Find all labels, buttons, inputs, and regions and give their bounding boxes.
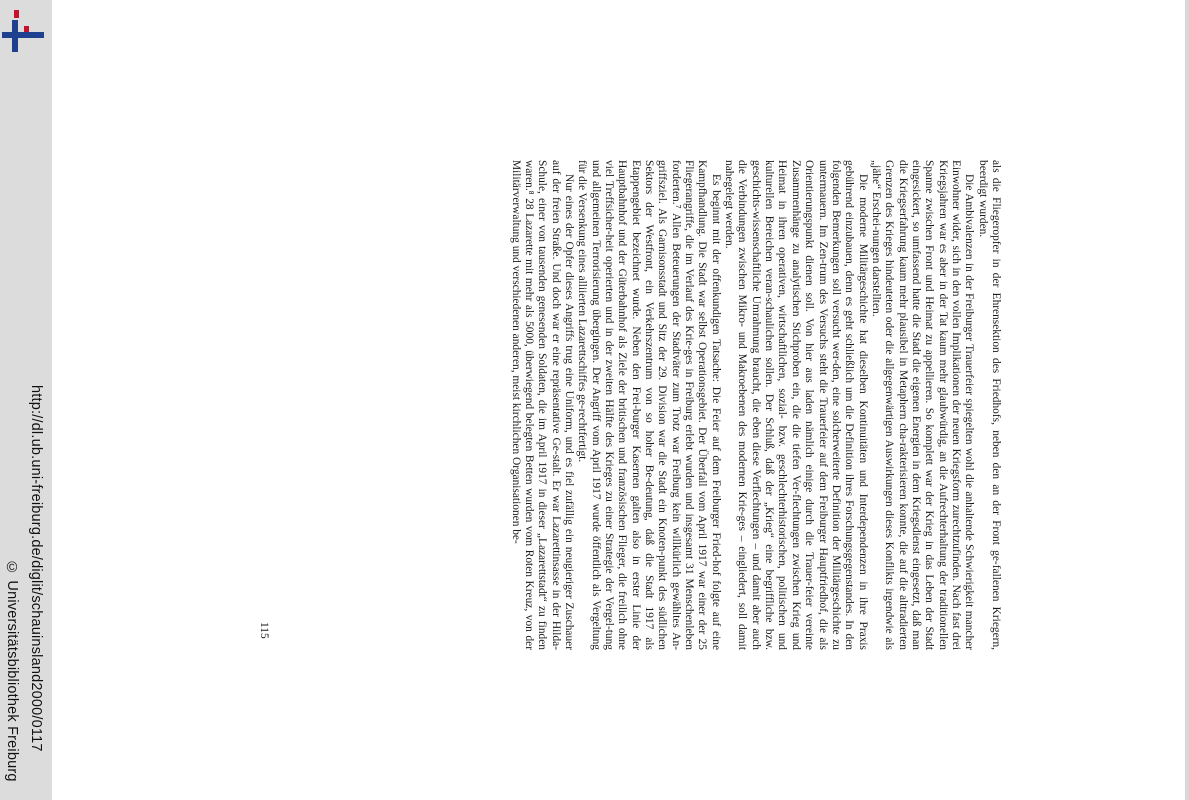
source-url[interactable]: http://dl.ub.uni-freiburg.de/diglit/schauinsland2000/0117: [28, 385, 44, 752]
paragraph: Die moderne Militärgeschichte hat dieselben Kontinuitäten und Interdependenzen in ihre Praxis gebührend einzubauen, denn es geht schließlich um die Definition ihres Forschungsgegenstandes. In den folgenden Bemerkungen soll versucht wer-den, eine solcherweiterte Definition der Militärgeschichte zu untermauern. Im Zen-trum des Versuchs steht die Trauerfeier auf dem Freiburger Hauptfriedhof, die als Orientierungspunkt dienen soll. Von hier aus laden nämlich einige durch die Trauer-feier vereinte Zusammenhänge zu analytischen Stichproben ein, die die tiefen Ver-flechtungen zwischen Krieg und Heimat in ihren operativen, wirtschaftlichen, sozial- bzw. geschlechterhistorischen, politischen und kulturellen Bereichen veran-schaulichen sollen. Der Schluß, daß der „Krieg“ eine begriffliche bzw. geschichts-wissenschaftliche Umrahmung braucht, die eben diese Verflechtungen – und damit aber auch die Verbindungen zwischen Mikro- und Makroebenen des modernen Krie-ges – eingliedert, soll damit nahegelegt werden.: [723, 160, 869, 650]
copyright-notice: © Universitätsbibliothek Freiburg: [4, 560, 20, 782]
paragraph: als die Fliegeropfer in der Ehrensektion des Friedhofs, neben den an der Front ge-fallenen Kriegern, beerdigt wurden.: [976, 160, 1002, 650]
paragraph: Nur eines der Opfer dieses Angriffs trug eine Uniform, und es fiel zufällig ein neugieriger Zuschauer auf der freien Straße. Und doch war er eine repräsentative Ge-stalt. Er war Lazarettinsasse in der Hilda-Schule, einer von tausenden genesenden Soldaten, die im April 1917 in dieser „Lazarettstadt“ zu finden waren.⁸ 28 Lazarette mit mehr als 5000, überwiegend belegten Betten wurden vom Roten Kreuz, von der Militärverwaltung und verschiedenen anderen, meist kirchlichen Organisationen be-: [509, 160, 575, 650]
university-logo-icon: [2, 10, 44, 52]
sidebar: [0, 0, 52, 800]
rotated-page: [252, 160, 1002, 650]
page-number: 115: [258, 622, 270, 639]
scroll-edge: [1185, 0, 1189, 800]
page-text: [508, 160, 1002, 650]
paragraph: Es beginnt mit der offenkundigen Tatsache: Die Feier auf dem Freiburger Fried-hof folgte auf eine Kampfhandlung. Die Stadt war selbst Operationsgebiet. Der Überfall vom April 1917 war einer der 25 Fliegerangriffe, die im Verlauf des Krie-ges in Freiburg erlebt wurden und insgesamt 31 Menschenleben forderten.⁷ Allen Beteuerungen der Stadtväter zum Trotz war Freiburg kein willkürlich gewähltes An-griffsziel. Als Garnisonsstadt und Sitz der 29. Division war die Stadt ein Knoten-punkt des südlichen Sektors der Westfront, ein Verkehrszentrum von so hoher Be-deutung, daß die Stadt 1917 als Etappengebiet bezeichnet wurde. Neben den Frei-burger Kasernen galten also in erster Linie der Hauptbahnhof und der Güterbahnhof als Ziele der britischen und französischen Flieger, die freilich ohne viel Treffsicher-heit operierten und in der zweiten Hälfte des Krieges zu einer Strategie der Vergel-tung und allgemeinen Terrorisierung übergingen. Der Angriff vom April 1917 wurde öffentlich als Vergeltung für die Versenkung eines alliierten Lazarettschiffes ge-rechtfertigt.: [576, 160, 722, 650]
paragraph: Die Ambivalenzen in der Freiburger Trauerfeier spiegelten wohl die anhaltende Schwierigkeit mancher Einwohner wider, sich in den vollen Implikationen der neuen Kriegsform zurechtzufinden. Nach fast drei Kriegsjahren war es aber in der Tat kaum mehr glaubwürdig, an die Aufrechterhaltung der traditionellen Spanne zwischen Front und Heimat zu appellieren. So komplett war der Krieg in das Leben der Stadt eingesickert, so umfassend hatte die Stadt die eigenen Energien in dem Kriegsdienst eingesetzt, daß man die Kriegserfahrung kaum mehr plausibel in Metaphern cha-rakterisieren konnte, die auf die alttradierten Grenzen des Krieges hindeuteten oder die allgegenwärtigen Auswirkungen dieses Konflikts irgendwie als „jähe“ Erschei-nungen darstellten.: [869, 160, 976, 650]
